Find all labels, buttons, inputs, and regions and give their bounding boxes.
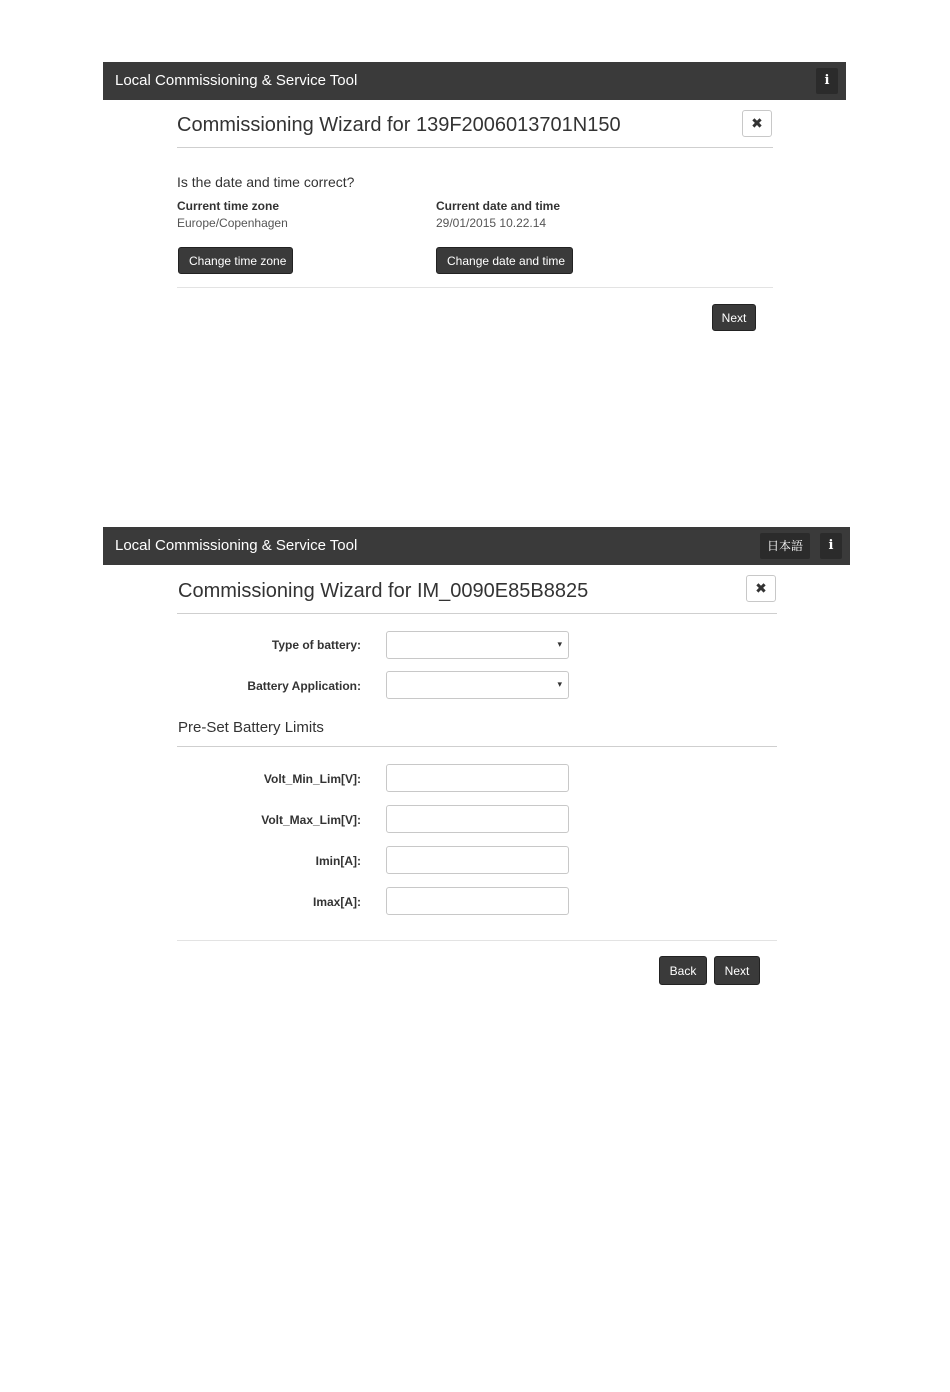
- type-of-battery-select[interactable]: [386, 631, 569, 659]
- question-text: Is the date and time correct?: [177, 174, 355, 190]
- app-title: Local Commissioning & Service Tool: [115, 72, 358, 89]
- chevron-down-icon: ▾: [557, 679, 562, 689]
- imax-input[interactable]: [386, 887, 569, 915]
- app-title: Local Commissioning & Service Tool: [115, 537, 358, 554]
- volt-max-input[interactable]: [386, 805, 569, 833]
- time-zone-label: Current time zone: [177, 199, 280, 213]
- footer-divider: [177, 940, 777, 941]
- top-bar: [103, 527, 850, 565]
- next-button[interactable]: Next: [712, 304, 756, 331]
- type-of-battery-label: Type of battery:: [271, 638, 361, 652]
- battery-application-select[interactable]: [386, 671, 569, 699]
- volt-max-label: Volt_Max_Lim[V]:: [261, 813, 361, 827]
- date-time-label: Current date and time: [436, 199, 561, 213]
- imax-label: Imax[A]:: [312, 895, 361, 909]
- next-button[interactable]: Next: [714, 956, 760, 985]
- top-bar: [103, 62, 846, 100]
- time-zone-value: Europe/Copenhagen: [177, 216, 288, 230]
- imin-label: Imin[A]:: [315, 854, 361, 868]
- date-time-value: 29/01/2015 10.22.14: [436, 216, 547, 230]
- info-icon[interactable]: i: [820, 533, 842, 559]
- wizard-title: Commissioning Wizard for 139F2006013701N150: [177, 114, 621, 136]
- footer-divider: [177, 287, 773, 288]
- close-icon[interactable]: ✖: [742, 110, 772, 137]
- battery-application-label: Battery Application:: [247, 679, 361, 693]
- change-date-time-button[interactable]: Change date and time: [436, 247, 573, 274]
- volt-min-input[interactable]: [386, 764, 569, 792]
- change-time-zone-button[interactable]: Change time zone: [178, 247, 293, 274]
- close-icon[interactable]: ✖: [746, 575, 776, 602]
- imin-input[interactable]: [386, 846, 569, 874]
- back-button[interactable]: Back: [659, 956, 707, 985]
- title-divider: [177, 147, 773, 148]
- chevron-down-icon: ▾: [557, 639, 562, 649]
- wizard-title: Commissioning Wizard for IM_0090E85B8825: [178, 580, 589, 602]
- section-divider: [177, 746, 777, 747]
- info-icon[interactable]: i: [816, 68, 838, 94]
- screen-1-date-time: [0, 0, 950, 500]
- language-button[interactable]: 日本語: [760, 533, 810, 559]
- preset-battery-limits-heading: Pre-Set Battery Limits: [178, 719, 324, 736]
- title-divider: [177, 613, 777, 614]
- volt-min-label: Volt_Min_Lim[V]:: [263, 772, 361, 786]
